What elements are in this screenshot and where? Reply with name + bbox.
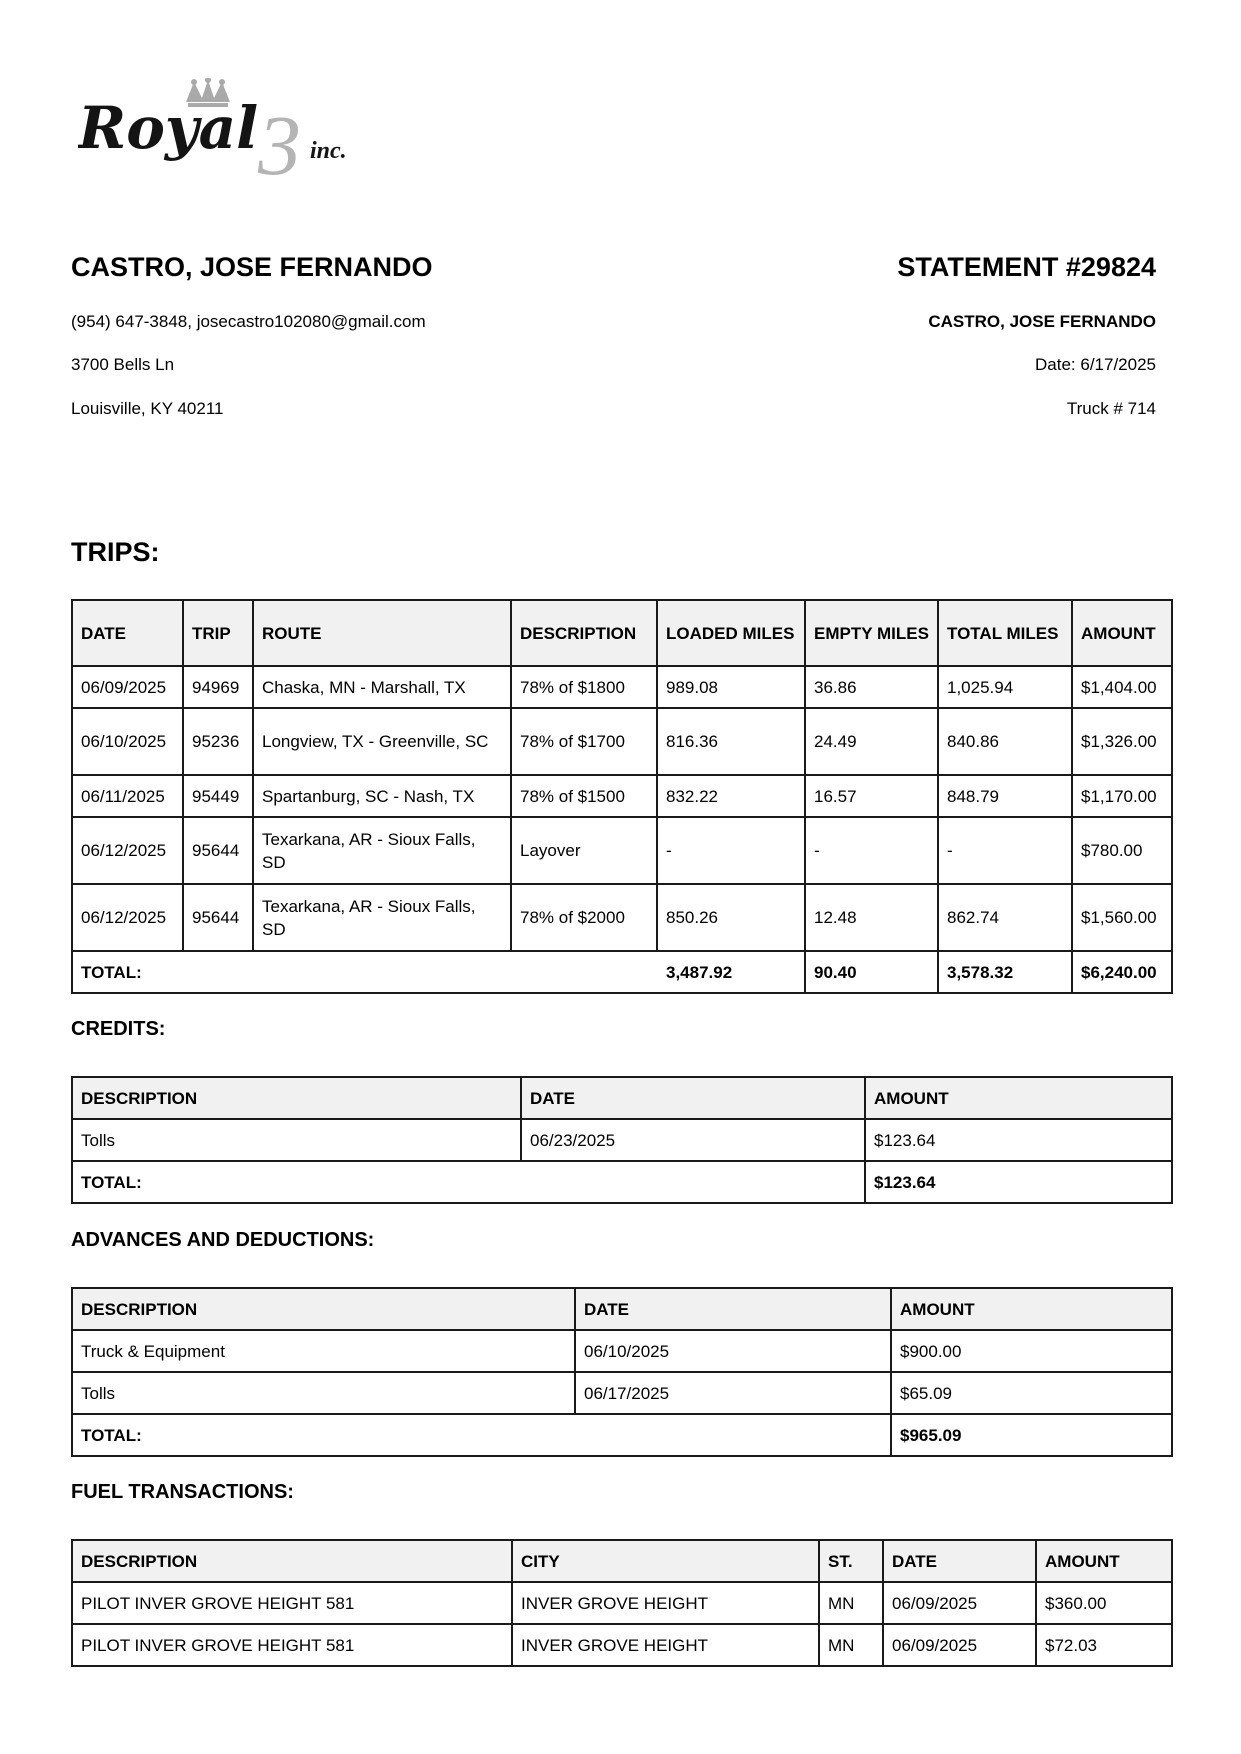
trip-number: 95449 (183, 775, 253, 817)
trip-description: Layover (511, 817, 657, 884)
col-header-amount: AMOUNT (891, 1288, 1172, 1330)
trip-total-miles: - (938, 817, 1072, 884)
col-header-state: ST. (819, 1540, 883, 1582)
table-row (72, 775, 1172, 817)
trips-total-loaded: 3,487.92 (657, 951, 805, 993)
trip-date: 06/12/2025 (72, 817, 183, 884)
trip-route: Texarkana, AR - Sioux Falls, SD (253, 817, 511, 884)
trip-amount: $1,404.00 (1072, 666, 1172, 708)
trip-amount: $1,170.00 (1072, 775, 1172, 817)
col-header-amount: AMOUNT (1036, 1540, 1172, 1582)
trip-total-miles: 848.79 (938, 775, 1072, 817)
fuel-heading: FUEL TRANSACTIONS: (71, 1481, 294, 1503)
table-row (72, 1330, 1172, 1372)
col-header-description: DESCRIPTION (72, 1077, 521, 1119)
table-row (72, 1624, 1172, 1666)
trip-empty-miles: 16.57 (805, 775, 938, 817)
fuel-amount: $72.03 (1036, 1624, 1172, 1666)
trip-loaded-miles: 832.22 (657, 775, 805, 817)
trip-route: Spartanburg, SC - Nash, TX (253, 775, 511, 817)
trip-description: 78% of $1700 (511, 708, 657, 775)
fuel-header-row (72, 1540, 1172, 1582)
trip-description: 78% of $2000 (511, 884, 657, 951)
col-header-description: DESCRIPTION (511, 600, 657, 666)
fuel-date: 06/09/2025 (883, 1624, 1036, 1666)
col-header-loaded-miles: LOADED MILES (657, 600, 805, 666)
driver-contact: (954) 647-3848, josecastro102080@gmail.com (71, 312, 426, 331)
advance-description: Tolls (72, 1372, 575, 1414)
statement-truck: Truck # 714 (1066, 399, 1156, 418)
trip-date: 06/12/2025 (72, 884, 183, 951)
trip-total-miles: 1,025.94 (938, 666, 1072, 708)
trip-loaded-miles: 850.26 (657, 884, 805, 951)
trip-number: 95236 (183, 708, 253, 775)
trip-number: 95644 (183, 884, 253, 951)
trip-route: Chaska, MN - Marshall, TX (253, 666, 511, 708)
col-header-date: DATE (883, 1540, 1036, 1582)
trip-amount: $1,560.00 (1072, 884, 1172, 951)
logo-suffix: inc. (310, 138, 347, 164)
credit-date: 06/23/2025 (521, 1119, 865, 1161)
table-row (72, 666, 1172, 708)
driver-address-line2: Louisville, KY 40211 (71, 399, 224, 418)
col-header-amount: AMOUNT (865, 1077, 1172, 1119)
logo-wordmark: Royal (78, 94, 259, 162)
advance-amount: $65.09 (891, 1372, 1172, 1414)
trip-number: 94969 (183, 666, 253, 708)
col-header-description: DESCRIPTION (72, 1288, 575, 1330)
col-header-amount: AMOUNT (1072, 600, 1172, 666)
trips-total-empty: 90.40 (805, 951, 938, 993)
credit-amount: $123.64 (865, 1119, 1172, 1161)
advances-total-amount: $965.09 (891, 1414, 1172, 1456)
col-header-empty-miles: EMPTY MILES (805, 600, 938, 666)
advances-total-label: TOTAL: (72, 1414, 891, 1456)
fuel-state: MN (819, 1582, 883, 1624)
fuel-amount: $360.00 (1036, 1582, 1172, 1624)
col-header-total-miles: TOTAL MILES (938, 600, 1072, 666)
table-row (72, 1119, 1172, 1161)
trips-total-amount: $6,240.00 (1072, 951, 1172, 993)
trip-number: 95644 (183, 817, 253, 884)
driver-name: CASTRO, JOSE FERNANDO (71, 252, 433, 282)
trip-description: 78% of $1500 (511, 775, 657, 817)
advance-date: 06/17/2025 (575, 1372, 891, 1414)
trips-total-miles: 3,578.32 (938, 951, 1072, 993)
col-header-date: DATE (575, 1288, 891, 1330)
advances-total-row (72, 1414, 1172, 1456)
statement-date: Date: 6/17/2025 (1035, 355, 1156, 374)
advance-amount: $900.00 (891, 1330, 1172, 1372)
fuel-table (71, 1539, 1173, 1667)
trip-loaded-miles: 816.36 (657, 708, 805, 775)
trip-amount: $780.00 (1072, 817, 1172, 884)
col-header-city: CITY (512, 1540, 819, 1582)
advance-date: 06/10/2025 (575, 1330, 891, 1372)
col-header-date: DATE (72, 600, 183, 666)
trip-empty-miles: 36.86 (805, 666, 938, 708)
trip-empty-miles: 24.49 (805, 708, 938, 775)
trip-route: Texarkana, AR - Sioux Falls, SD (253, 884, 511, 951)
trip-date: 06/10/2025 (72, 708, 183, 775)
trip-total-miles: 840.86 (938, 708, 1072, 775)
trip-date: 06/11/2025 (72, 775, 183, 817)
trip-amount: $1,326.00 (1072, 708, 1172, 775)
col-header-description: DESCRIPTION (72, 1540, 512, 1582)
col-header-date: DATE (521, 1077, 865, 1119)
credits-table (71, 1076, 1173, 1204)
advances-table (71, 1287, 1173, 1457)
table-row (72, 884, 1172, 951)
fuel-description: PILOT INVER GROVE HEIGHT 581 (72, 1624, 512, 1666)
fuel-city: INVER GROVE HEIGHT (512, 1624, 819, 1666)
trip-empty-miles: 12.48 (805, 884, 938, 951)
trips-header-row (72, 600, 1172, 666)
table-row (72, 1582, 1172, 1624)
royal3-logo (78, 78, 388, 188)
trips-table (71, 599, 1173, 994)
table-row (72, 817, 1172, 884)
trip-loaded-miles: - (657, 817, 805, 884)
statement-title: STATEMENT #29824 (897, 252, 1156, 282)
credit-description: Tolls (72, 1119, 521, 1161)
trips-total-label: TOTAL: (72, 951, 657, 993)
trip-loaded-miles: 989.08 (657, 666, 805, 708)
statement-name: CASTRO, JOSE FERNANDO (928, 312, 1156, 331)
fuel-date: 06/09/2025 (883, 1582, 1036, 1624)
trips-total-row (72, 951, 1172, 993)
trip-route: Longview, TX - Greenville, SC (253, 708, 511, 775)
logo-mark-3: 3 (258, 97, 301, 188)
driver-address-line1: 3700 Bells Ln (71, 355, 175, 374)
trip-date: 06/09/2025 (72, 666, 183, 708)
credits-total-label: TOTAL: (72, 1161, 865, 1203)
advances-heading: ADVANCES AND DEDUCTIONS: (71, 1229, 375, 1251)
credits-total-amount: $123.64 (865, 1161, 1172, 1203)
trip-description: 78% of $1800 (511, 666, 657, 708)
trip-empty-miles: - (805, 817, 938, 884)
table-row (72, 708, 1172, 775)
credits-total-row (72, 1161, 1172, 1203)
credits-header-row (72, 1077, 1172, 1119)
advance-description: Truck & Equipment (72, 1330, 575, 1372)
advances-header-row (72, 1288, 1172, 1330)
trip-total-miles: 862.74 (938, 884, 1072, 951)
credits-heading: CREDITS: (71, 1018, 166, 1040)
fuel-city: INVER GROVE HEIGHT (512, 1582, 819, 1624)
fuel-state: MN (819, 1624, 883, 1666)
table-row (72, 1372, 1172, 1414)
trips-heading: TRIPS: (71, 537, 160, 567)
col-header-trip: TRIP (183, 600, 253, 666)
col-header-route: ROUTE (253, 600, 511, 666)
fuel-description: PILOT INVER GROVE HEIGHT 581 (72, 1582, 512, 1624)
